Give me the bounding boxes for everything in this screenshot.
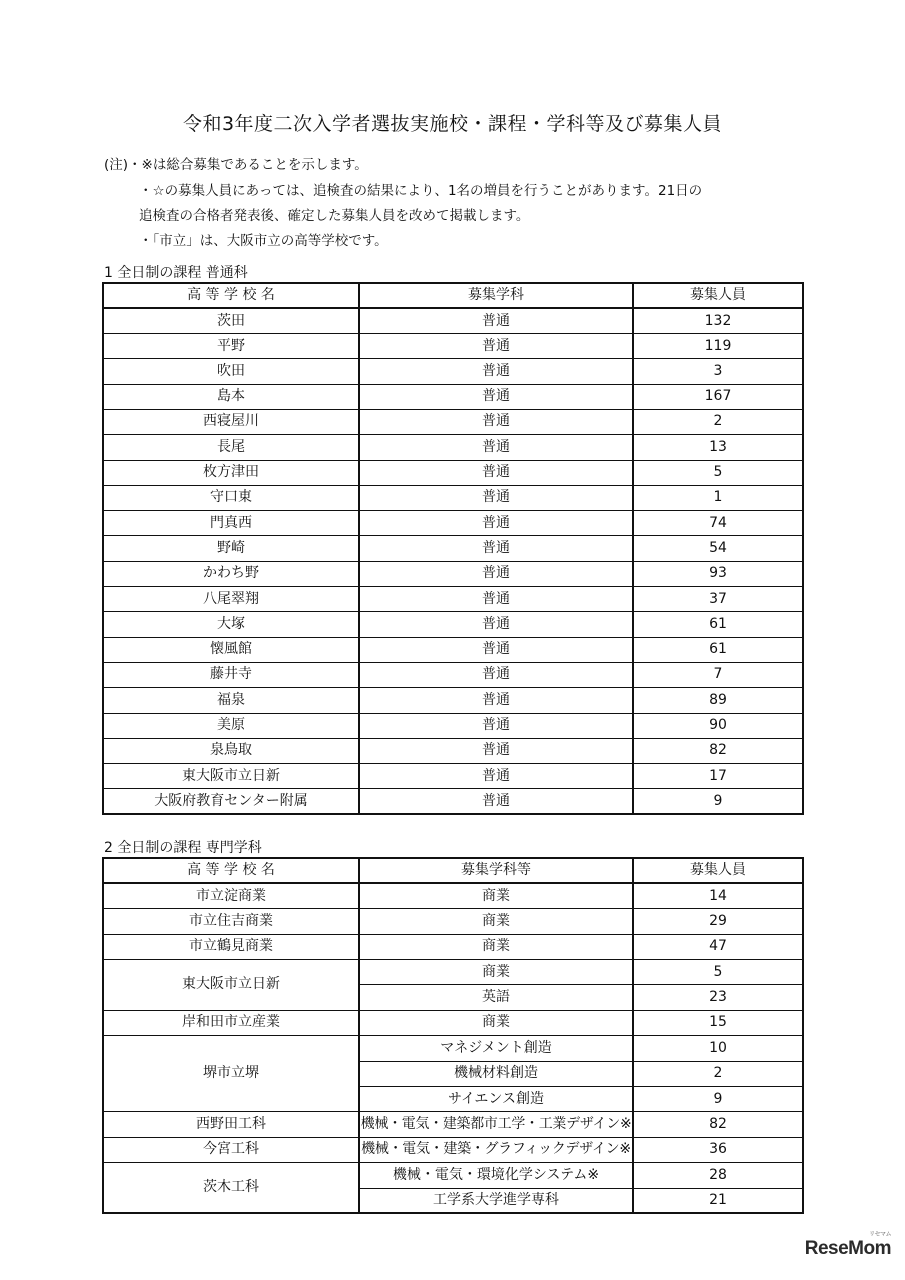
school-name: 八尾翠翔 — [103, 587, 359, 612]
capacity: 21 — [633, 1188, 803, 1213]
capacity: 7 — [633, 662, 803, 687]
table-row — [103, 688, 803, 713]
capacity: 10 — [633, 1036, 803, 1061]
table-row — [103, 883, 803, 908]
resemom-logo — [804, 1232, 891, 1260]
table-row — [103, 713, 803, 738]
capacity: 61 — [633, 637, 803, 662]
department: 機械・電気・建築都市工学・工業デザイン※ — [359, 1112, 633, 1137]
capacity: 9 — [633, 789, 803, 814]
department: 商業 — [359, 960, 633, 985]
capacity: 89 — [633, 688, 803, 713]
capacity: 2 — [633, 1061, 803, 1086]
capacity: 90 — [633, 713, 803, 738]
department: 普通 — [359, 561, 633, 586]
capacity: 82 — [633, 738, 803, 763]
school-name: 大阪府教育センター附属 — [103, 789, 359, 814]
general-course-table — [102, 282, 804, 815]
department: 普通 — [359, 764, 633, 789]
department: 普通 — [359, 334, 633, 359]
capacity: 47 — [633, 934, 803, 959]
department: 普通 — [359, 485, 633, 510]
table-row — [103, 460, 803, 485]
school-name: 茨木工科 — [103, 1163, 359, 1214]
capacity: 5 — [633, 460, 803, 485]
table-row — [103, 511, 803, 536]
department: 普通 — [359, 738, 633, 763]
capacity: 15 — [633, 1010, 803, 1035]
header-school-name: 高 等 学 校 名 — [103, 858, 359, 883]
school-name: 市立住吉商業 — [103, 909, 359, 934]
capacity: 54 — [633, 536, 803, 561]
capacity: 82 — [633, 1112, 803, 1137]
department: 普通 — [359, 435, 633, 460]
department: 普通 — [359, 688, 633, 713]
capacity: 14 — [633, 883, 803, 908]
department: 英語 — [359, 985, 633, 1010]
department: 商業 — [359, 883, 633, 908]
school-name: 茨田 — [103, 308, 359, 333]
capacity: 1 — [633, 485, 803, 510]
capacity: 28 — [633, 1163, 803, 1188]
school-name: 藤井寺 — [103, 662, 359, 687]
note-line-1: (注)・※は総合募集であることを示します。 — [104, 157, 368, 173]
department: 普通 — [359, 308, 633, 333]
table-row — [103, 612, 803, 637]
school-name: 市立淀商業 — [103, 883, 359, 908]
capacity: 93 — [633, 561, 803, 586]
table-row — [103, 561, 803, 586]
table-row — [103, 308, 803, 333]
capacity: 17 — [633, 764, 803, 789]
school-name: 長尾 — [103, 435, 359, 460]
table-row — [103, 1010, 803, 1035]
capacity: 9 — [633, 1087, 803, 1112]
specialized-course-table — [102, 857, 804, 1214]
school-name: 東大阪市立日新 — [103, 960, 359, 1011]
note-line-2: ・☆の募集人員にあっては、追検査の結果により、1名の増員を行うことがあります。21日の — [139, 183, 703, 199]
table-row — [103, 334, 803, 359]
note-line-4: ・「市立」は、大阪市立の高等学校です。 — [139, 233, 388, 249]
department: 普通 — [359, 536, 633, 561]
school-name: 岸和田市立産業 — [103, 1010, 359, 1035]
table-row — [103, 359, 803, 384]
capacity: 3 — [633, 359, 803, 384]
school-name: 西野田工科 — [103, 1112, 359, 1137]
school-name: 野崎 — [103, 536, 359, 561]
department: 普通 — [359, 637, 633, 662]
school-name: 島本 — [103, 384, 359, 409]
department: 普通 — [359, 460, 633, 485]
table-row — [103, 960, 803, 985]
department: 機械・電気・建築・グラフィックデザイン※ — [359, 1137, 633, 1162]
department: 普通 — [359, 713, 633, 738]
capacity: 29 — [633, 909, 803, 934]
logo-subtitle: リセマム — [869, 1232, 891, 1238]
section1-title: 1 全日制の課程 普通科 — [104, 265, 248, 281]
logo-name: ReseMom — [804, 1238, 891, 1259]
school-name: 守口東 — [103, 485, 359, 510]
school-name: 西寝屋川 — [103, 409, 359, 434]
table-row — [103, 934, 803, 959]
school-name: 門真西 — [103, 511, 359, 536]
department: 機械・電気・環境化学システム※ — [359, 1163, 633, 1188]
capacity: 74 — [633, 511, 803, 536]
table-row — [103, 1112, 803, 1137]
table-row — [103, 789, 803, 814]
section2-title: 2 全日制の課程 専門学科 — [104, 840, 262, 856]
capacity: 2 — [633, 409, 803, 434]
table-row — [103, 764, 803, 789]
note-line-3: 追検査の合格者発表後、確定した募集人員を改めて掲載します。 — [139, 208, 530, 224]
capacity: 36 — [633, 1137, 803, 1162]
capacity: 132 — [633, 308, 803, 333]
school-name: 平野 — [103, 334, 359, 359]
department: 普通 — [359, 587, 633, 612]
school-name: 市立鶴見商業 — [103, 934, 359, 959]
department: 商業 — [359, 1010, 633, 1035]
header-school-name: 高 等 学 校 名 — [103, 283, 359, 308]
department: 普通 — [359, 384, 633, 409]
header-capacity: 募集人員 — [633, 283, 803, 308]
table-row — [103, 536, 803, 561]
department: 商業 — [359, 909, 633, 934]
table-row — [103, 637, 803, 662]
capacity: 37 — [633, 587, 803, 612]
table-row — [103, 587, 803, 612]
department: 普通 — [359, 662, 633, 687]
table-row — [103, 1036, 803, 1061]
school-name: 堺市立堺 — [103, 1036, 359, 1112]
school-name: 大塚 — [103, 612, 359, 637]
table-row — [103, 909, 803, 934]
school-name: 枚方津田 — [103, 460, 359, 485]
table-row — [103, 485, 803, 510]
table-row — [103, 409, 803, 434]
department: サイエンス創造 — [359, 1087, 633, 1112]
header-capacity: 募集人員 — [633, 858, 803, 883]
school-name: 懐風館 — [103, 637, 359, 662]
table-row — [103, 738, 803, 763]
school-name: 美原 — [103, 713, 359, 738]
school-name: かわち野 — [103, 561, 359, 586]
table-row — [103, 1137, 803, 1162]
department: 普通 — [359, 359, 633, 384]
school-name: 吹田 — [103, 359, 359, 384]
table-row — [103, 384, 803, 409]
department: マネジメント創造 — [359, 1036, 633, 1061]
capacity: 167 — [633, 384, 803, 409]
school-name: 泉鳥取 — [103, 738, 359, 763]
department: 機械材料創造 — [359, 1061, 633, 1086]
header-department: 募集学科 — [359, 283, 633, 308]
table-row — [103, 435, 803, 460]
department: 商業 — [359, 934, 633, 959]
capacity: 23 — [633, 985, 803, 1010]
school-name: 東大阪市立日新 — [103, 764, 359, 789]
department: 工学系大学進学専科 — [359, 1188, 633, 1213]
page-title: 令和3年度二次入学者選抜実施校・課程・学科等及び募集人員 — [182, 113, 723, 135]
capacity: 61 — [633, 612, 803, 637]
department: 普通 — [359, 789, 633, 814]
department: 普通 — [359, 511, 633, 536]
table-header-row — [103, 283, 803, 308]
capacity: 13 — [633, 435, 803, 460]
department: 普通 — [359, 612, 633, 637]
header-department: 募集学科等 — [359, 858, 633, 883]
table-row — [103, 662, 803, 687]
capacity: 119 — [633, 334, 803, 359]
capacity: 5 — [633, 960, 803, 985]
table-row — [103, 1163, 803, 1188]
department: 普通 — [359, 409, 633, 434]
school-name: 福泉 — [103, 688, 359, 713]
school-name: 今宮工科 — [103, 1137, 359, 1162]
table-header-row — [103, 858, 803, 883]
